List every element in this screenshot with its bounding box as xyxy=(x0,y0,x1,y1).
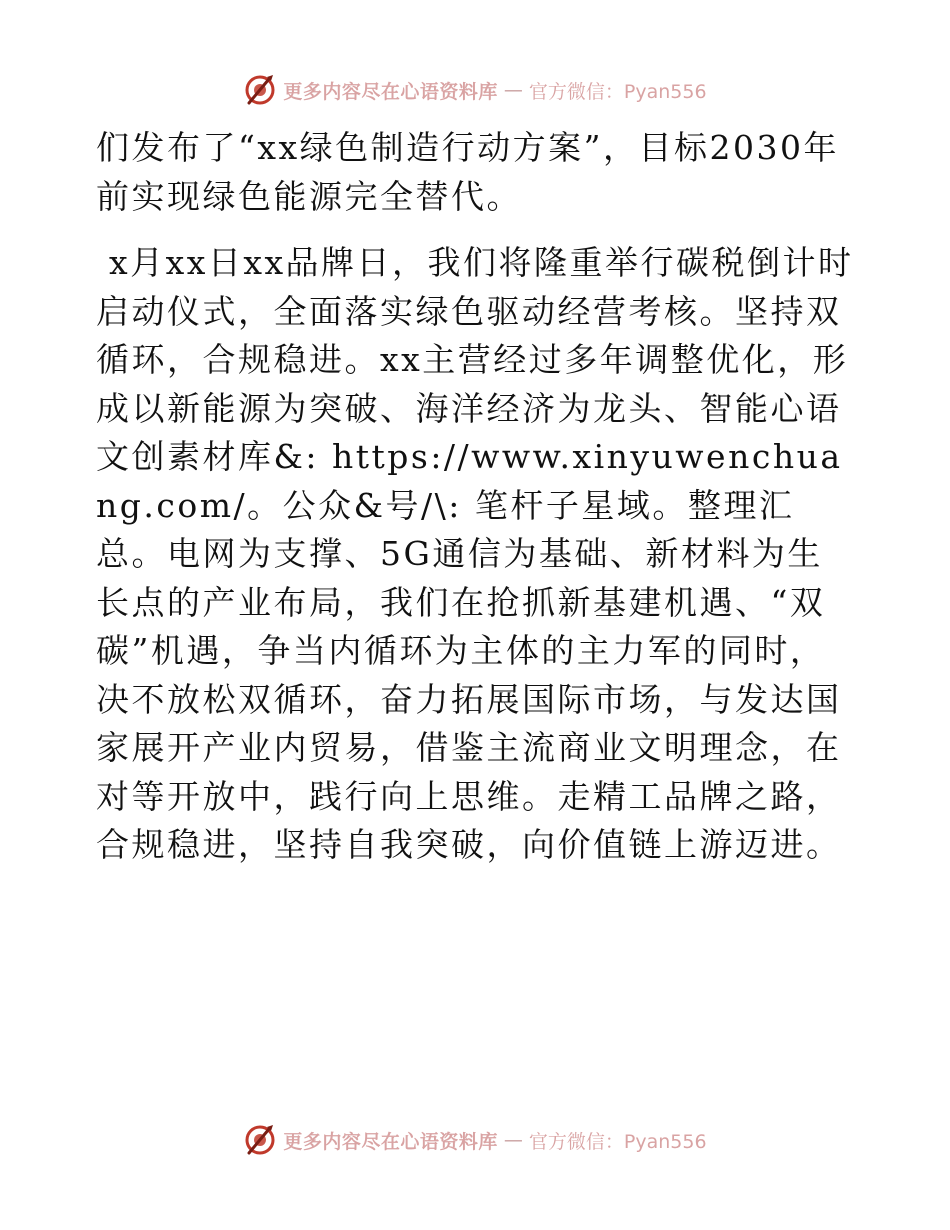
brush-logo-icon xyxy=(243,1123,277,1157)
document-body xyxy=(96,124,856,870)
header-watermark xyxy=(0,70,950,110)
paragraph-1: 们发布了“xx绿色制造行动方案”，目标2030年前实现绿色能源完全替代。 xyxy=(96,128,839,216)
watermark-contact: 官方微信：Pyan556 xyxy=(528,1130,707,1153)
paragraph-2: x月xx日xx品牌日，我们将隆重举行碳税倒计时启动仪式，全面落实绿色驱动经营考核。坚持双循环，合规稳进。xx主营经过多年调整优化，形成以新能源为突破、海洋经济为龙头、智能心语文创素材库&: https://www.xinyuwenchuang.com/。公众&号/\: 笔杆子星域。整理汇总。电网为支撑、5G通信为基础、新材料为生长点的产业布局，我们在抢抓新基建机遇、“双碳”机遇，争当内循环为主体的主力军的同时，决不放松双循环，奋力拓展国际市场，与发达国家展开产业内贸易，借鉴主流商业文明理念，在对等开放中，践行向上思维。走精工品牌之路，合规稳进，坚持自我突破，向价值链上游迈进。 xyxy=(96,243,854,864)
brush-logo-icon xyxy=(243,73,277,107)
watermark-title: 更多内容尽在心语资料库 xyxy=(283,1130,498,1153)
watermark-title: 更多内容尽在心语资料库 xyxy=(283,80,498,103)
watermark-contact: 官方微信：Pyan556 xyxy=(528,80,707,103)
watermark-separator: — xyxy=(503,1129,523,1151)
footer-watermark xyxy=(0,1120,950,1160)
watermark-separator: — xyxy=(503,79,523,101)
